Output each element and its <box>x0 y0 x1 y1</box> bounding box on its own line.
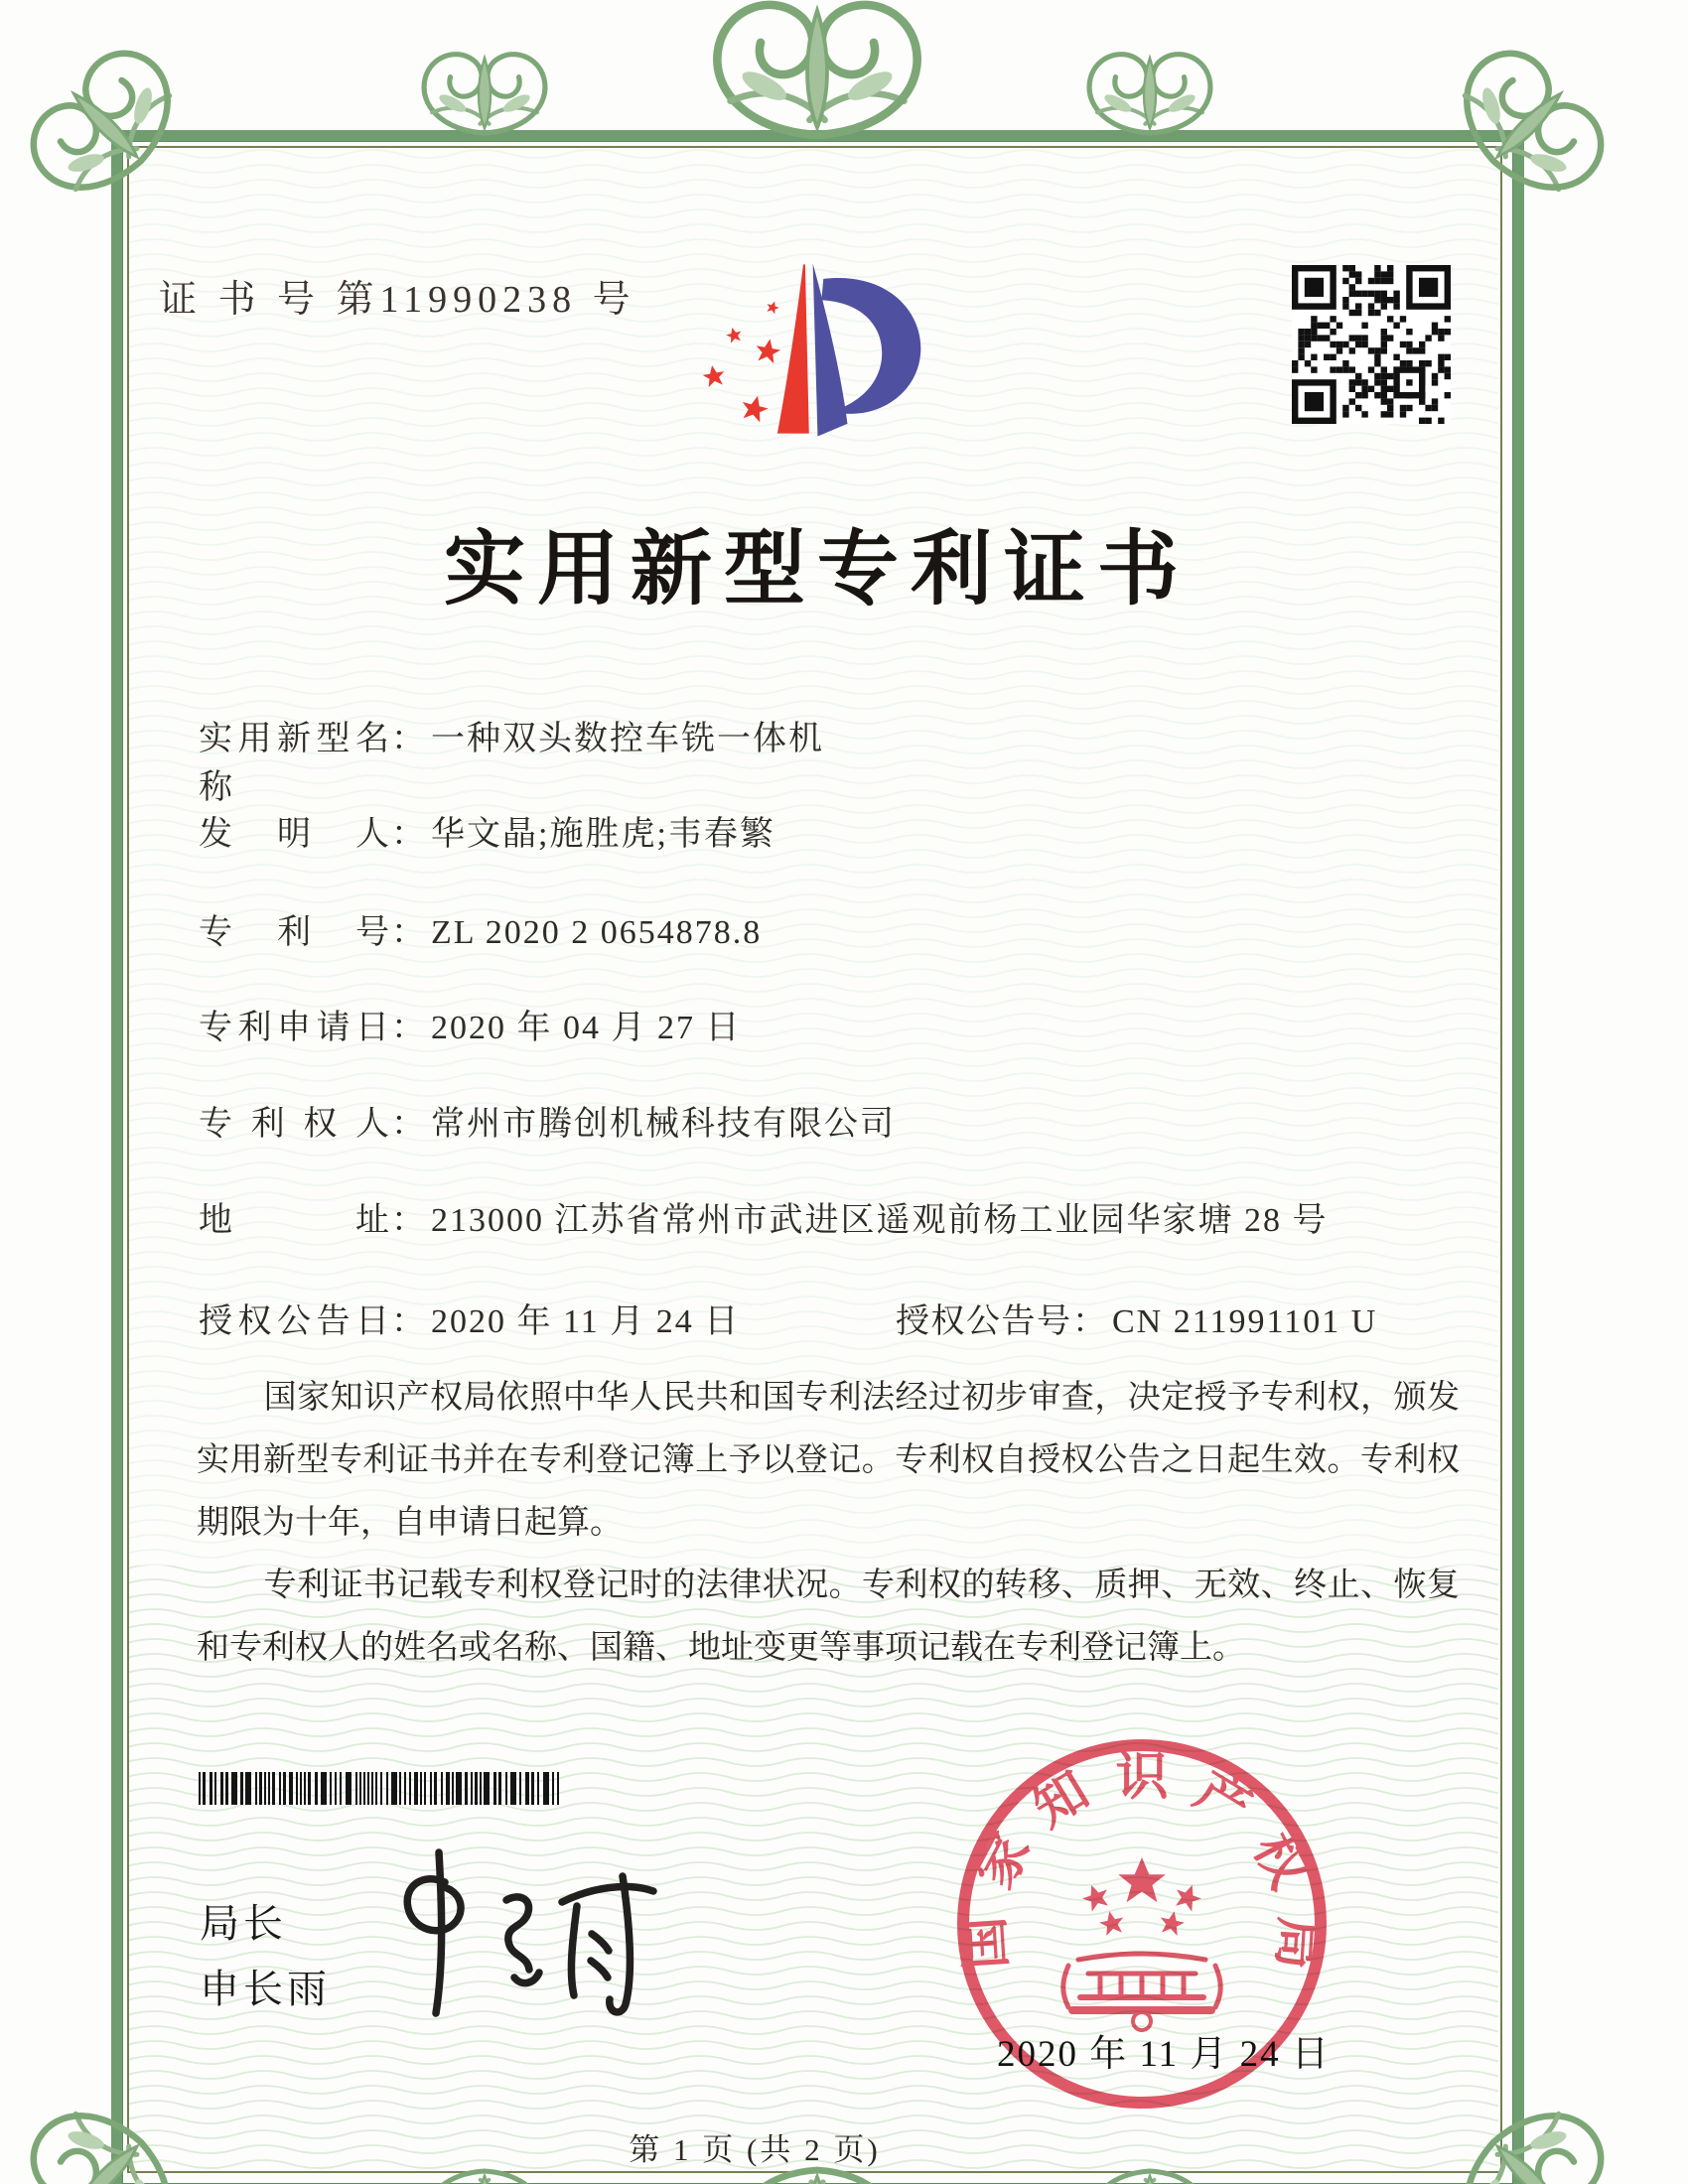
handwritten-signature <box>387 1843 675 2031</box>
module <box>446 1772 450 1805</box>
module <box>1349 284 1355 290</box>
module <box>1432 329 1438 335</box>
module <box>367 1772 369 1805</box>
module <box>1342 278 1348 284</box>
field-colon: ： <box>391 1202 425 1239</box>
module <box>430 1772 432 1805</box>
module <box>1324 354 1330 360</box>
module <box>1355 373 1361 379</box>
module <box>1425 405 1431 411</box>
module <box>456 1772 462 1805</box>
module <box>355 1772 357 1805</box>
field-row-address <box>199 1192 1499 1238</box>
module <box>308 1772 311 1805</box>
module <box>1432 398 1438 404</box>
module <box>1330 366 1336 372</box>
module <box>1361 392 1367 398</box>
module <box>1336 366 1342 372</box>
cnipa-red-seal <box>949 1731 1335 2116</box>
module <box>1387 316 1393 322</box>
flourish-bottom-left-mid <box>427 2171 543 2184</box>
module <box>245 1772 251 1805</box>
module <box>304 1772 306 1805</box>
module <box>1419 418 1425 424</box>
module <box>1406 379 1412 385</box>
module <box>335 1772 337 1805</box>
module <box>1361 291 1367 297</box>
field-row-name <box>199 711 1499 806</box>
module <box>1419 347 1425 353</box>
module <box>1342 411 1348 417</box>
field-value: 2020 年 04 月 27 日 <box>431 1010 742 1046</box>
module <box>404 1772 406 1805</box>
module <box>1355 341 1361 347</box>
director-name-label: 申长雨 <box>200 1968 331 2011</box>
module <box>1438 360 1444 366</box>
module <box>1368 291 1374 297</box>
module <box>1361 379 1367 385</box>
flourish-corner-bottom-right <box>1440 2089 1618 2184</box>
module <box>1381 398 1387 404</box>
seal-gate-drawing <box>1063 1954 1221 2030</box>
module <box>1355 379 1361 385</box>
module <box>1349 271 1355 277</box>
module <box>441 1772 443 1805</box>
module <box>1368 310 1374 316</box>
module <box>1432 373 1438 379</box>
module <box>1387 405 1393 411</box>
module <box>1445 392 1451 398</box>
field-label: 授权公告号 <box>896 1303 1070 1340</box>
module <box>1387 271 1393 277</box>
module <box>259 1772 262 1805</box>
module <box>475 1772 478 1805</box>
module <box>1298 329 1304 335</box>
module <box>1432 379 1438 385</box>
module <box>1311 366 1317 372</box>
module <box>359 1772 361 1805</box>
module <box>1305 392 1324 411</box>
field-label: 授权公告日 <box>199 1303 389 1340</box>
module <box>1342 341 1348 347</box>
field-value: 华文晶;施胜虎;韦春繁 <box>431 816 775 853</box>
flourish-top-right-mid <box>1089 55 1210 133</box>
module <box>1438 418 1444 424</box>
module <box>1305 335 1311 341</box>
module <box>1292 360 1298 366</box>
module <box>1361 411 1367 417</box>
module <box>1406 360 1412 366</box>
module <box>1311 354 1317 360</box>
module <box>264 1772 266 1805</box>
module <box>283 1772 286 1805</box>
flourish-top-left-mid <box>424 55 545 133</box>
module <box>1355 271 1361 277</box>
module <box>1311 316 1317 322</box>
module <box>1355 405 1361 411</box>
module <box>1305 360 1311 366</box>
module <box>1374 373 1380 379</box>
module <box>1336 323 1342 329</box>
module <box>1361 323 1367 329</box>
module <box>315 1772 318 1805</box>
field-value: ZL 2020 2 0654878.8 <box>431 914 763 951</box>
module <box>1432 405 1438 411</box>
module <box>1305 329 1311 335</box>
field-label: 地址 <box>199 1202 389 1239</box>
module <box>1432 323 1438 329</box>
module <box>1381 335 1387 341</box>
field-label: 专利申请日 <box>199 1010 389 1046</box>
module <box>1393 354 1399 360</box>
module <box>1330 316 1336 322</box>
module <box>1349 386 1355 392</box>
module <box>1355 278 1361 284</box>
module <box>1336 347 1342 353</box>
module <box>1349 265 1355 271</box>
field-value: 常州市腾创机械科技有限公司 <box>431 1106 896 1143</box>
module <box>465 1772 468 1805</box>
module <box>1361 341 1367 347</box>
module <box>1413 347 1419 353</box>
module <box>199 1772 201 1805</box>
module <box>1381 271 1387 277</box>
cnipa-logo <box>658 244 946 482</box>
module <box>346 1772 352 1805</box>
module <box>1406 341 1412 347</box>
module <box>1400 316 1406 322</box>
field-row-grant <box>199 1294 1499 1339</box>
module <box>1318 335 1324 341</box>
module <box>1368 303 1374 309</box>
module <box>1374 271 1380 277</box>
module <box>1318 323 1324 329</box>
field-colon: ： <box>391 816 425 853</box>
module <box>452 1772 454 1805</box>
module <box>1342 366 1348 372</box>
module <box>1311 329 1317 335</box>
module <box>1419 398 1425 404</box>
module <box>1355 310 1361 316</box>
module <box>1381 373 1387 379</box>
module <box>1381 347 1387 353</box>
module <box>220 1772 223 1805</box>
module <box>1393 297 1399 303</box>
module <box>1445 373 1451 379</box>
module <box>1305 341 1311 347</box>
module <box>1355 335 1361 341</box>
module <box>1387 398 1393 404</box>
module <box>1298 347 1304 353</box>
module <box>1374 297 1380 303</box>
module <box>203 1772 206 1805</box>
module <box>1393 303 1399 309</box>
module <box>1298 341 1304 347</box>
module <box>1381 291 1387 297</box>
barcode <box>199 1772 564 1805</box>
logo-red-wedge <box>777 264 809 433</box>
module <box>1368 366 1374 372</box>
flourish-corner-bottom-left <box>17 2089 195 2184</box>
module <box>1381 366 1387 372</box>
module <box>1381 341 1387 347</box>
module <box>471 1772 473 1805</box>
legal-paragraph-1: 国家知识产权局依照中华人民共和国专利法经过初步审查，决定授予专利权，颁发实用新型专利证书并在专利登记簿上予以登记。专利权自授权公告之日起生效。专利权期限为十年，自申请日起算。 <box>197 1380 1460 1541</box>
module <box>1342 297 1348 303</box>
flourish-corner-top-left <box>17 37 195 214</box>
module <box>1387 278 1393 284</box>
module <box>279 1772 281 1805</box>
module <box>1438 354 1444 360</box>
module <box>1368 278 1374 284</box>
module <box>1387 386 1393 392</box>
module <box>1425 418 1431 424</box>
module <box>300 1772 302 1805</box>
module <box>543 1772 549 1805</box>
module <box>1438 335 1444 341</box>
module <box>493 1772 496 1805</box>
module <box>1305 278 1324 297</box>
module <box>1349 335 1355 341</box>
module <box>1298 335 1304 341</box>
module <box>1400 411 1406 417</box>
module <box>1381 392 1387 398</box>
module <box>420 1772 422 1805</box>
flourish-bottom-center <box>739 2170 897 2184</box>
module <box>1387 265 1393 271</box>
module <box>1419 278 1438 297</box>
legal-body-text <box>197 1367 1460 1680</box>
field-colon: ： <box>391 1303 425 1340</box>
module <box>1381 329 1387 335</box>
module <box>1342 265 1348 271</box>
module <box>231 1772 237 1805</box>
module <box>1406 329 1412 335</box>
field-colon: ： <box>391 721 425 757</box>
field-label: 实用新型名称 <box>199 721 389 806</box>
module <box>399 1772 401 1805</box>
field-row-patentee <box>199 1096 1499 1142</box>
module <box>1374 291 1380 297</box>
module <box>1438 329 1444 335</box>
module <box>380 1772 382 1805</box>
module <box>330 1772 332 1805</box>
module <box>424 1772 426 1805</box>
field-label: 发明人 <box>199 816 389 853</box>
module <box>1374 347 1380 353</box>
field-row-filing-date <box>199 1000 1499 1045</box>
field-colon: ： <box>391 1106 425 1143</box>
module <box>1406 347 1412 353</box>
module <box>375 1772 377 1805</box>
field-value: CN 211991101 U <box>1112 1303 1378 1340</box>
module <box>480 1772 482 1805</box>
module <box>1374 265 1380 271</box>
module <box>1311 335 1317 341</box>
module <box>255 1772 257 1805</box>
module <box>391 1772 397 1805</box>
module <box>1381 411 1387 417</box>
module <box>510 1772 516 1805</box>
module <box>1349 347 1355 353</box>
flourish-bottom-right-mid <box>1092 2171 1208 2184</box>
flourish-top-center <box>717 5 916 135</box>
module <box>1400 341 1406 347</box>
module <box>537 1772 539 1805</box>
module <box>1361 335 1367 341</box>
module <box>214 1772 216 1805</box>
module <box>1400 360 1406 366</box>
module <box>1374 310 1380 316</box>
module <box>1298 354 1304 360</box>
field-value: 213000 江苏省常州市武进区遥观前杨工业园华家塘 28 号 <box>431 1202 1329 1239</box>
module <box>1349 291 1355 297</box>
module <box>1419 341 1425 347</box>
module <box>1387 335 1393 341</box>
module <box>1349 366 1355 372</box>
module <box>1425 360 1431 366</box>
module <box>1387 373 1393 379</box>
module <box>1381 379 1387 385</box>
qr-code <box>1292 265 1451 424</box>
module <box>340 1772 342 1805</box>
seal-national-emblem <box>1079 1857 1205 1937</box>
module <box>1374 379 1380 385</box>
module <box>371 1772 373 1805</box>
document-title: 实用新型专利证书 <box>443 524 1191 614</box>
module <box>1374 392 1380 398</box>
module <box>1400 405 1406 411</box>
module <box>1419 360 1425 366</box>
field-pair-grant-number <box>896 1294 1377 1342</box>
module <box>1349 310 1355 316</box>
module <box>1349 379 1355 385</box>
module <box>1387 411 1393 417</box>
module <box>484 1772 490 1805</box>
module <box>1342 405 1348 411</box>
module <box>409 1772 411 1805</box>
module <box>505 1772 507 1805</box>
module <box>1368 386 1374 392</box>
module <box>434 1772 437 1805</box>
module <box>1330 329 1336 335</box>
module <box>1361 386 1367 392</box>
module <box>1330 354 1336 360</box>
module <box>1374 278 1380 284</box>
module <box>1387 297 1393 303</box>
module <box>1393 291 1399 297</box>
module <box>1406 405 1412 411</box>
module <box>1381 386 1387 392</box>
module <box>1311 323 1317 329</box>
module <box>1324 335 1330 341</box>
module <box>1393 323 1399 329</box>
module <box>1445 354 1451 360</box>
module <box>1292 366 1298 372</box>
module <box>1330 341 1336 347</box>
module <box>296 1772 298 1805</box>
module <box>531 1772 534 1805</box>
footer-page-info: 第 1 页 (共 2 页) <box>629 2132 881 2167</box>
module <box>1445 329 1451 335</box>
module <box>525 1772 529 1805</box>
module <box>1336 341 1342 347</box>
module <box>1342 303 1348 309</box>
module <box>1445 316 1451 322</box>
module <box>1324 323 1330 329</box>
module <box>289 1772 293 1805</box>
field-colon: ： <box>1072 1303 1106 1340</box>
module <box>552 1772 554 1805</box>
module <box>1355 303 1361 309</box>
module <box>1381 303 1387 309</box>
director-role-label: 局长 <box>200 1902 287 1946</box>
module <box>414 1772 418 1805</box>
module <box>1445 366 1451 372</box>
module <box>268 1772 270 1805</box>
module <box>1349 398 1355 404</box>
module <box>1374 354 1380 360</box>
legal-paragraph-2: 专利证书记载专利权登记时的法律状况。专利权的转移、质押、无效、终止、恢复和专利权人的姓名或名称、国籍、地址变更等事项记载在专利登记簿上。 <box>197 1568 1460 1666</box>
seal-organization-text: 国家知识产权局 <box>955 1748 1329 1972</box>
module <box>1381 297 1387 303</box>
module <box>210 1772 212 1805</box>
logo-stars <box>701 300 781 424</box>
field-label: 专利权人 <box>199 1106 389 1143</box>
module <box>498 1772 501 1805</box>
field-colon: ： <box>391 1010 425 1046</box>
module <box>1368 347 1374 353</box>
module <box>272 1772 275 1805</box>
module <box>519 1772 521 1805</box>
field-row-inventors <box>199 806 1499 852</box>
module <box>1438 366 1444 372</box>
flourish-corner-top-right <box>1440 37 1618 214</box>
module <box>1355 392 1361 398</box>
module <box>240 1772 243 1805</box>
module <box>363 1772 365 1805</box>
field-label: 专利号 <box>199 914 389 951</box>
module <box>1355 291 1361 297</box>
seal-date: 2020 年 11 月 24 日 <box>997 2034 1331 2075</box>
field-colon: ： <box>391 914 425 951</box>
module <box>1425 335 1431 341</box>
module <box>1342 360 1348 366</box>
field-row-patent-number <box>199 904 1499 950</box>
field-value: 一种双头数控车铣一体机 <box>431 721 824 757</box>
certificate-number: 证 书 号 第11990238 号 <box>159 279 636 321</box>
module <box>386 1772 388 1805</box>
module <box>557 1772 559 1805</box>
module <box>1374 360 1380 366</box>
field-value: 2020 年 11 月 24 日 <box>431 1303 741 1340</box>
module <box>1381 278 1387 284</box>
module <box>321 1772 327 1805</box>
module <box>225 1772 228 1805</box>
